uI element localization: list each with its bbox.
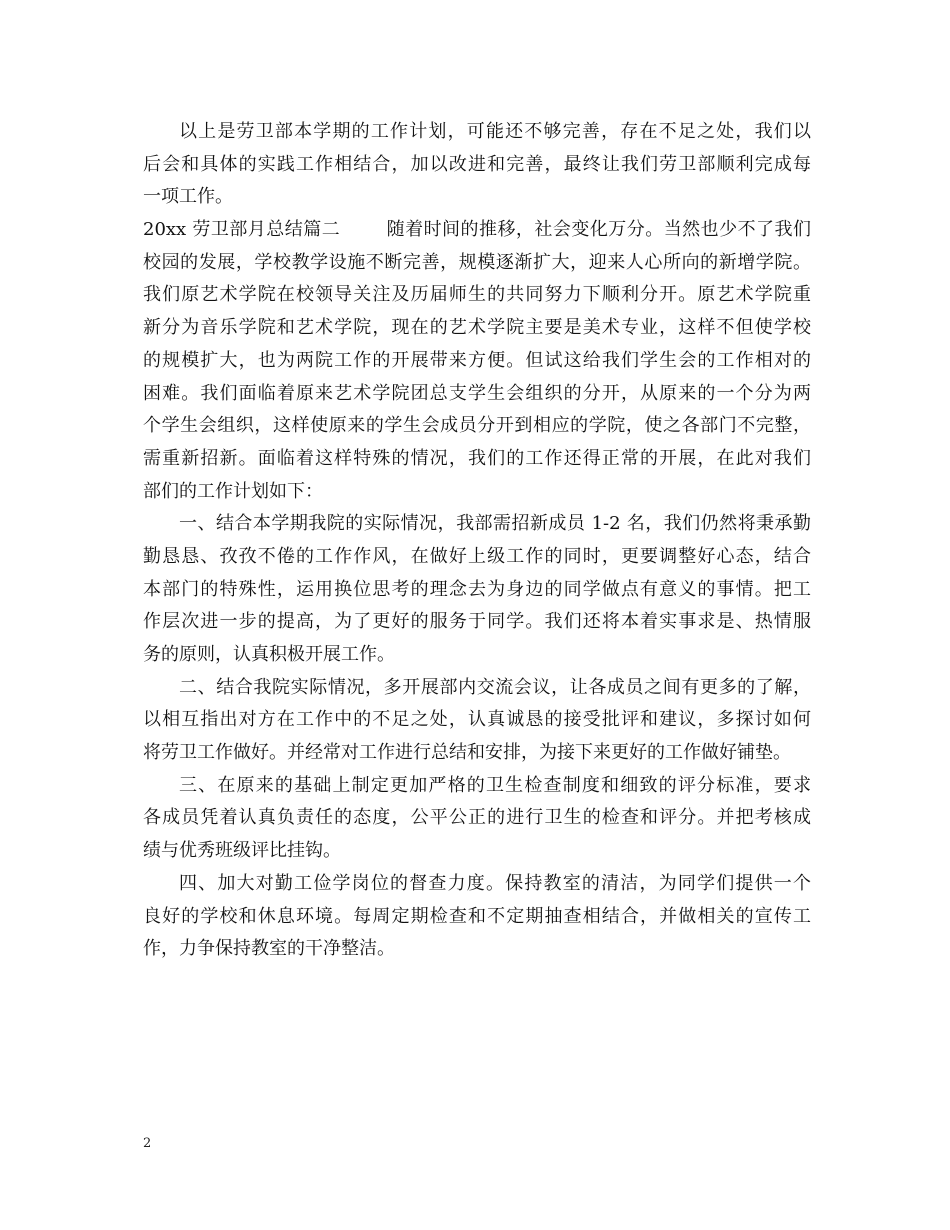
page-number: 2 [143, 1136, 152, 1151]
text-line: 本部门的特殊性，运用换位思考的理念去为身边的同学做点有意义的事情。把工 [143, 578, 811, 600]
text-line: 需重新招新。面临着这样特殊的情况，我们的工作还得正常的开展，在此对我们 [143, 447, 811, 469]
text-line: 勤恳恳、孜孜不倦的工作作风，在做好上级工作的同时，更要调整好心态，结合 [143, 545, 811, 567]
section-intro-text: 随着时间的推移，社会变化万分。当然也少不了我们 [386, 219, 811, 241]
text-line: 二、结合我院实际情况，多开展部内交流会议，让各成员之间有更多的了解， [179, 676, 811, 698]
text-line: 以上是劳卫部本学期的工作计划，可能还不够完善，存在不足之处，我们以 [179, 121, 811, 142]
text-line: 后会和具体的实践工作相结合，加以改进和完善，最终让我们劳卫部顺利完成每 [143, 153, 811, 175]
text-line: 个学生会组织，这样使原来的学生会成员分开到相应的学院，使之各部门不完整， [143, 415, 811, 437]
text-line: 绩与优秀班级评比挂钩。 [143, 840, 341, 862]
text-line: 部们的工作计划如下： [143, 480, 323, 502]
text-line: 困难。我们面临着原来艺术学院团总支学生会组织的分开，从原来的一个分为两 [143, 382, 811, 404]
text-line: 新分为音乐学院和艺术学院，现在的艺术学院主要是美术专业，这样不但使学校 [143, 317, 811, 339]
text-line: 将劳卫工作做好。并经常对工作进行总结和安排，为接下来更好的工作做好铺垫。 [143, 742, 791, 764]
text-line: 以相互指出对方在工作中的不足之处，认真诚恳的接受批评和建议，多探讨如何 [143, 709, 811, 731]
text-line: 作层次进一步的提高，为了更好的服务于同学。我们还将本着实事求是、热情服 [143, 611, 811, 633]
text-line: 一、结合本学期我院的实际情况，我部需招新成员 1-2 名，我们仍然将秉承勤 [179, 513, 811, 535]
text-line: 各成员凭着认真负责任的态度，公平公正的进行卫生的检查和评分。并把考核成 [143, 807, 811, 829]
text-line: 作，力争保持教室的干净整洁。 [143, 938, 395, 960]
section-title: 20xx 劳卫部月总结篇二 [143, 219, 341, 241]
text-line: 一项工作。 [143, 186, 233, 208]
section-heading-line [143, 214, 811, 247]
text-line: 四、加大对勤工俭学岗位的督查力度。保持教室的清洁，为同学们提供一个 [179, 872, 811, 894]
text-line: 我们原艺术学院在校领导关注及历届师生的共同努力下顺利分开。原艺术学院重 [143, 284, 811, 306]
text-line: 良好的学校和休息环境。每周定期检查和不定期抽查相结合，并做相关的宣传工 [143, 905, 811, 927]
text-line: 校园的发展，学校教学设施不断完善，规模逐渐扩大，迎来人心所向的新增学院。 [143, 251, 811, 273]
text-line: 务的原则，认真积极开展工作。 [143, 644, 395, 665]
text-line: 三、在原来的基础上制定更加严格的卫生检查制度和细致的评分标准，要求 [179, 774, 811, 796]
text-line: 的规模扩大，也为两院工作的开展带来方便。但试这给我们学生会的工作相对的 [143, 349, 811, 371]
document-body [143, 116, 811, 966]
